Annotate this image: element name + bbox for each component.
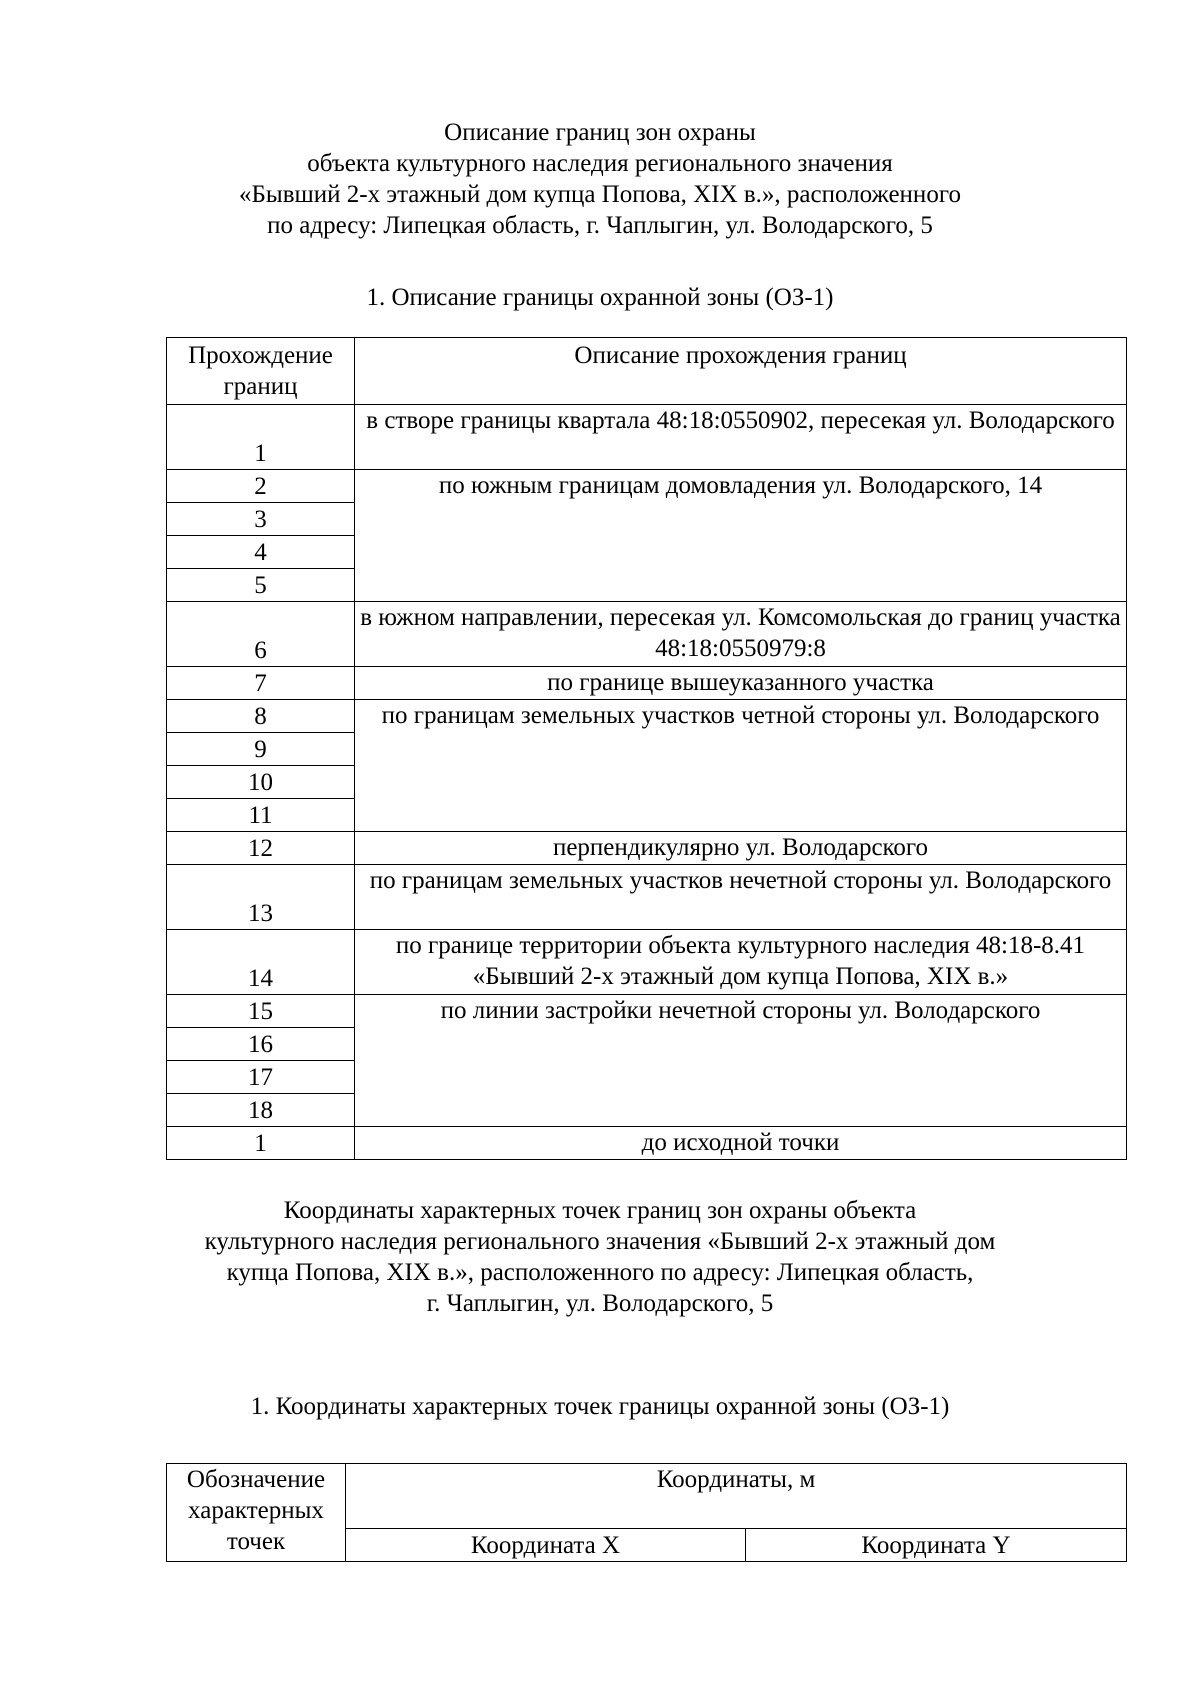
header-boundary-pass: Прохождение границ [167, 338, 355, 405]
header-coordinate-x: Координата X [346, 1529, 746, 1562]
boundary-description: по границе территории объекта культурного наследия 48:18-8.41 «Бывший 2-х этажный дом купца Попова, XIX в.» [355, 930, 1127, 995]
point-number: 5 [167, 569, 355, 602]
point-number: 15 [167, 995, 355, 1028]
coords-title-line: Координаты характерных точек границ зон охраны объекта [283, 1197, 917, 1224]
boundary-description: по границам земельных участков четной стороны ул. Володарского [355, 700, 1127, 832]
table-row [167, 602, 1127, 667]
boundary-description: по линии застройки нечетной стороны ул. Володарского [355, 995, 1127, 1127]
point-number: 7 [167, 667, 355, 700]
table-row [167, 832, 1127, 865]
boundary-description-table [166, 337, 1127, 1160]
point-number: 13 [167, 865, 355, 930]
point-number: 11 [167, 799, 355, 832]
coords-header-row [167, 1464, 1127, 1529]
coords-title-line: купца Попова, XIX в.», расположенного по адресу: Липецкая область, [226, 1259, 974, 1286]
point-number: 1 [167, 1127, 355, 1160]
point-number: 17 [167, 1061, 355, 1094]
title-line: по адресу: Липецкая область, г. Чаплыгин, ул. Володарского, 5 [267, 212, 933, 239]
table-row [167, 865, 1127, 930]
coords-title-line: г. Чаплыгин, ул. Володарского, 5 [426, 1290, 774, 1317]
boundary-description: до исходной точки [355, 1127, 1127, 1160]
boundary-description: по границам земельных участков нечетной стороны ул. Володарского [355, 865, 1127, 930]
header-boundary-desc: Описание прохождения границ [355, 338, 1127, 405]
table-row [167, 405, 1127, 470]
table-row [167, 667, 1127, 700]
point-number: 1 [167, 405, 355, 470]
section-title-oz1: 1. Описание границы охранной зоны (ОЗ-1) [366, 284, 834, 311]
boundary-description: по границе вышеуказанного участка [355, 667, 1127, 700]
point-number: 6 [167, 602, 355, 667]
title-line: объекта культурного наследия регионального значения [307, 150, 893, 177]
point-number: 3 [167, 503, 355, 536]
point-number: 10 [167, 766, 355, 799]
boundary-description: в южном направлении, пересекая ул. Комсомольская до границ участка 48:18:0550979:8 [355, 602, 1127, 667]
header-coordinate-y: Координата Y [746, 1529, 1127, 1562]
coordinates-table [166, 1463, 1127, 1562]
title-line: «Бывший 2-х этажный дом купца Попова, XIX в.», расположенного [239, 181, 961, 208]
table-row [167, 470, 1127, 503]
header-point-designation: Обозначение характерных точек [167, 1464, 346, 1562]
point-number: 16 [167, 1028, 355, 1061]
point-number: 9 [167, 733, 355, 766]
table-row [167, 700, 1127, 733]
point-number: 8 [167, 700, 355, 733]
table-row [167, 1127, 1127, 1160]
boundary-description: по южным границам домовладения ул. Володарского, 14 [355, 470, 1127, 602]
document-title [0, 117, 1200, 241]
point-number: 14 [167, 930, 355, 995]
point-number: 18 [167, 1094, 355, 1127]
point-number: 2 [167, 470, 355, 503]
table-row [167, 995, 1127, 1028]
point-number: 4 [167, 536, 355, 569]
section-title-coords-oz1: 1. Координаты характерных точек границы охранной зоны (ОЗ-1) [250, 1393, 950, 1420]
coordinates-title [0, 1195, 1200, 1319]
point-number: 12 [167, 832, 355, 865]
table-header-row [167, 338, 1127, 405]
coords-title-line: культурного наследия регионального значения «Бывший 2-х этажный дом [204, 1228, 996, 1255]
boundary-description: перпендикулярно ул. Володарского [355, 832, 1127, 865]
title-line: Описание границ зон охраны [444, 119, 756, 146]
header-coordinates: Координаты, м [346, 1464, 1127, 1529]
boundary-description: в створе границы квартала 48:18:0550902, пересекая ул. Володарского [355, 405, 1127, 470]
table-row [167, 930, 1127, 995]
